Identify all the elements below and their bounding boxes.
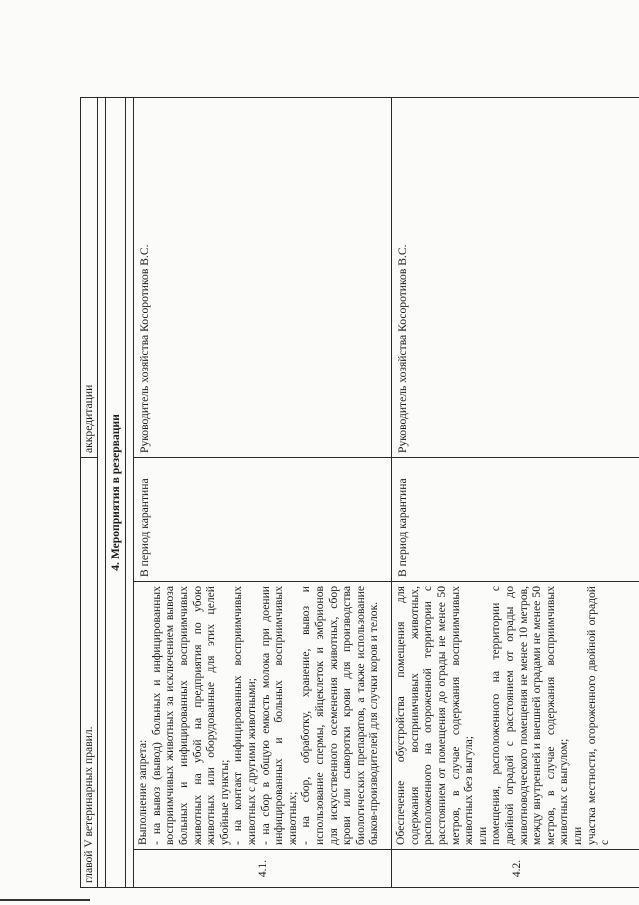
spacer-cell bbox=[97, 97, 105, 887]
measure-period: В период карантина bbox=[134, 457, 392, 581]
measure-line: Обеспечение обустройства помещения для содержания восприимчивых животных, расположенного на огороженной территории с расстоянием от помещения до ограды не менее 50 метров, в случае содержания восприимчивых животных без выгула; bbox=[394, 586, 476, 845]
rotated-table-container bbox=[80, 98, 616, 888]
scan-edge-line bbox=[0, 899, 90, 901]
measure-responsible: Руководитель хозяйства Косоротиков В.С. bbox=[134, 97, 392, 457]
measure-line: или bbox=[475, 826, 489, 845]
measure-line: или bbox=[570, 826, 584, 845]
spacer-row bbox=[126, 97, 134, 887]
measure-line: - на контакт инфицированных восприимчивых животных с другими животными; bbox=[231, 586, 258, 845]
measure-description bbox=[134, 582, 392, 850]
spacer-cell bbox=[126, 97, 134, 887]
table-row bbox=[392, 97, 639, 887]
measure-line: помещения, расположенного на территории с двойной оградой с расстоянием от ограды до животноводческого помещения не менее 10 метров, между внутренней и внешней оградами не менее 50 метров, в случае содержания восприимчивых животных с выгулом; bbox=[489, 586, 571, 845]
measure-line: - на вывоз (вывод) больных и инфицированных восприимчивых животных за исключением вывоза больных и инфицированных восприимчивых животных на убой на предприятия по убою животных или оборудованные для этих целей убойные пункты; bbox=[149, 586, 231, 845]
measure-line: - на сбор, обработку, хранение, вывоз и использование спермы, яйцеклеток и эмбрионов для искусственного осеменения животных, сбор крови или сыворотки крови для производства биологических препаратов, а также использование быков-производителей для случки коров и телок. bbox=[299, 586, 381, 845]
top-row-left: главой V ветеринарных правил. bbox=[81, 457, 98, 887]
measure-line: участка местности, огороженного двойной оградой с bbox=[584, 586, 612, 845]
section-header-row bbox=[105, 97, 126, 887]
measure-line: Выполнение запрета: bbox=[136, 739, 150, 845]
section-header: 4. Мероприятия в резервации bbox=[105, 97, 126, 887]
top-row bbox=[81, 97, 98, 887]
measure-period: В период карантина bbox=[392, 457, 639, 581]
measure-line: - на сбор в общую емкость молока при доении инфицированных и больных восприимчивых животных; bbox=[258, 586, 299, 845]
table-row bbox=[134, 97, 392, 887]
measures-table bbox=[80, 97, 639, 888]
row-number: 4.2. bbox=[392, 850, 639, 888]
measure-responsible: Руководитель хозяйства Косоротиков В.С. bbox=[392, 97, 639, 457]
row-number: 4.1. bbox=[134, 850, 392, 888]
top-row-right: аккредитации bbox=[81, 97, 98, 457]
spacer-row bbox=[97, 97, 105, 887]
measure-description bbox=[392, 582, 639, 850]
